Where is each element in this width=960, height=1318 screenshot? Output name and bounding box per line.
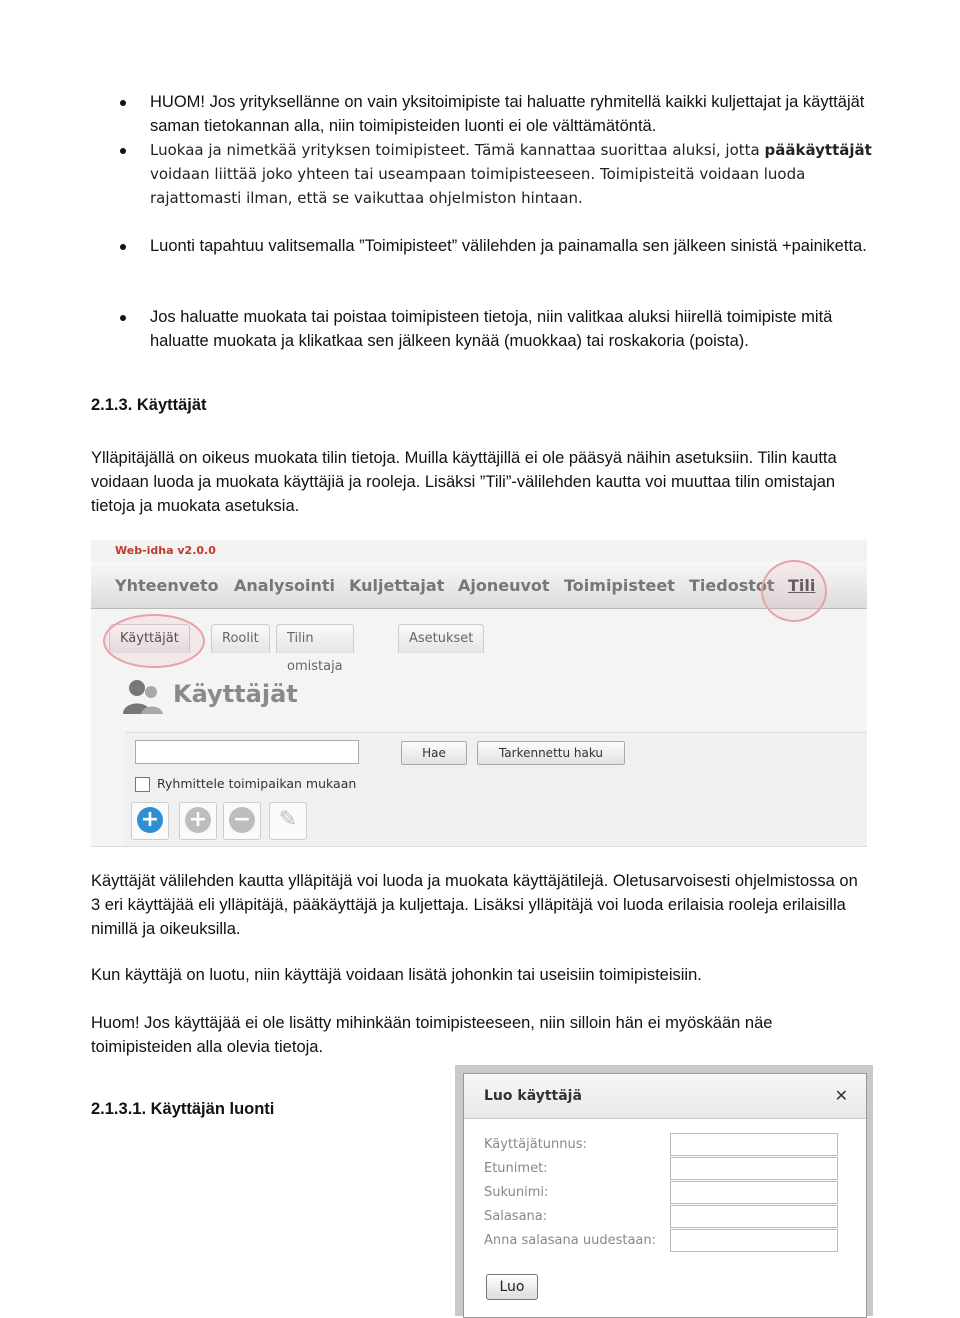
group-by-location-label: Ryhmittele toimipaikan mukaan [157,776,357,791]
app-top-bar [91,540,867,562]
bullet-item-1: HUOM! Jos yrityksellänne on vain yksitoimipiste tai haluatte ryhmitellä kaikki kuljettajat ja käyttäjät saman tietokannan alla, niin toimipisteiden luonti ei ole välttämätöntä. [120,90,880,138]
dialog-title: Luo käyttäjä [484,1088,582,1104]
tab-tilin-omistaja[interactable]: Tilin omistaja [276,624,354,653]
create-user-dialog [463,1073,867,1318]
nav-item-toimipisteet[interactable]: Toimipisteet [564,576,675,595]
bullet-item-2-text-a: Luokaa ja nimetkää yrityksen toimipisteet. Tämä kannattaa suorittaa aluksi, jotta [150,141,765,159]
bullet-list-1 [120,90,880,210]
edit-icon[interactable]: ✎ [269,802,307,840]
app-brand: Web-idha v2.0.0 [115,544,216,557]
first-names-field[interactable] [670,1157,838,1180]
password-field[interactable] [670,1205,838,1228]
add-icon[interactable]: + [131,802,169,840]
create-button[interactable]: Luo [486,1274,538,1300]
username-label: Käyttäjätunnus: [484,1137,587,1152]
page-title: Käyttäjät [173,680,298,708]
nav-item-analysointi[interactable]: Analysointi [234,576,336,595]
close-icon[interactable]: ✕ [834,1086,848,1105]
paragraph-4: Huom! Jos käyttäjää ei ole lisätty mihinkään toimipisteeseen, niin silloin hän ei myöskään näe toimipisteiden alla olevia tietoja. [91,1014,773,1056]
subsection-heading: 2.1.3.1. Käyttäjän luonti [91,1100,275,1118]
nav-item-tili[interactable]: Tili [788,576,816,595]
tab-asetukset[interactable]: Asetukset [398,624,484,653]
last-name-field[interactable] [670,1181,838,1204]
group-by-location-checkbox[interactable] [135,777,150,792]
search-button[interactable]: Hae [401,741,467,765]
bullet-item-2-bold: pääkäyttäjät [764,141,872,159]
add-disabled-icon[interactable]: + [179,802,217,840]
bullet-item-3: Luonti tapahtuu valitsemalla ”Toimipisteet” välilehden ja painamalla sen jälkeen sinistä +painiketta. [120,234,880,258]
main-nav [91,562,867,609]
advanced-search-button[interactable]: Tarkennettu haku [477,741,625,765]
nav-item-tiedostot[interactable]: Tiedostot [689,576,775,595]
section-heading: 2.1.3. Käyttäjät [91,396,207,414]
bullet-list-3 [120,305,880,353]
bullet-list-2 [120,234,880,258]
create-user-screenshot [455,1065,873,1316]
username-field[interactable] [670,1133,838,1156]
password-confirm-label: Anna salasana uudestaan: [484,1233,657,1248]
paragraph-2: Käyttäjät välilehden kautta ylläpitäjä voi luoda ja muokata käyttäjätilejä. Oletusarvoisesti ohjelmistossa on 3 eri käyttäjää eli ylläpitäjä, pääkäyttäjä ja kuljettaja. Lisäksi ylläpitäjä voi luoda erilaisia rooleja erilaisilla nimillä ja oikeuksilla. [91,872,858,938]
last-name-label: Sukunimi: [484,1185,549,1200]
nav-item-yhteenveto[interactable]: Yhteenveto [115,576,219,595]
dialog-header [464,1074,866,1119]
tab-kayttajat[interactable]: Käyttäjät [109,624,190,653]
remove-icon[interactable]: − [223,802,261,840]
paragraph-1: Ylläpitäjällä on oikeus muokata tilin tietoja. Muilla käyttäjillä ei ole pääsyä näihin asetuksiin. Tilin kautta voidaan luoda ja muokata käyttäjiä ja rooleja. Lisäksi ”Tili”-välilehden kautta voi muuttaa tilin omistajan tietoja ja muokata asetuksia. [91,449,837,515]
nav-item-kuljettajat[interactable]: Kuljettajat [349,576,445,595]
first-names-label: Etunimet: [484,1161,548,1176]
highlight-circle-tili [761,560,827,622]
users-icon [121,676,165,716]
search-input[interactable] [135,740,359,764]
tab-roolit[interactable]: Roolit [211,624,270,653]
bullet-item-4: Jos haluatte muokata tai poistaa toimipisteen tietoja, niin valitkaa aluksi hiirellä toimipiste mitä haluatte muokata ja klikatkaa sen jälkeen kynää (muokkaa) tai roskakoria (poista). [120,305,880,353]
password-confirm-field[interactable] [670,1229,838,1252]
password-label: Salasana: [484,1209,548,1224]
highlight-circle-kayttajat [103,614,205,668]
bullet-item-2-text-b: voidaan liittää joko yhteen tai useampaan toimipisteeseen. Toimipisteitä voidaan luoda rajattomasti ilman, että se vaikuttaa ohjelmiston hintaan. [150,165,806,207]
paragraph-3: Kun käyttäjä on luotu, niin käyttäjä voidaan lisätä johonkin tai useisiin toimipisteisiin. [91,966,702,984]
users-screenshot [91,540,867,847]
bullet-item-2 [120,138,880,210]
nav-item-ajoneuvot[interactable]: Ajoneuvot [458,576,550,595]
